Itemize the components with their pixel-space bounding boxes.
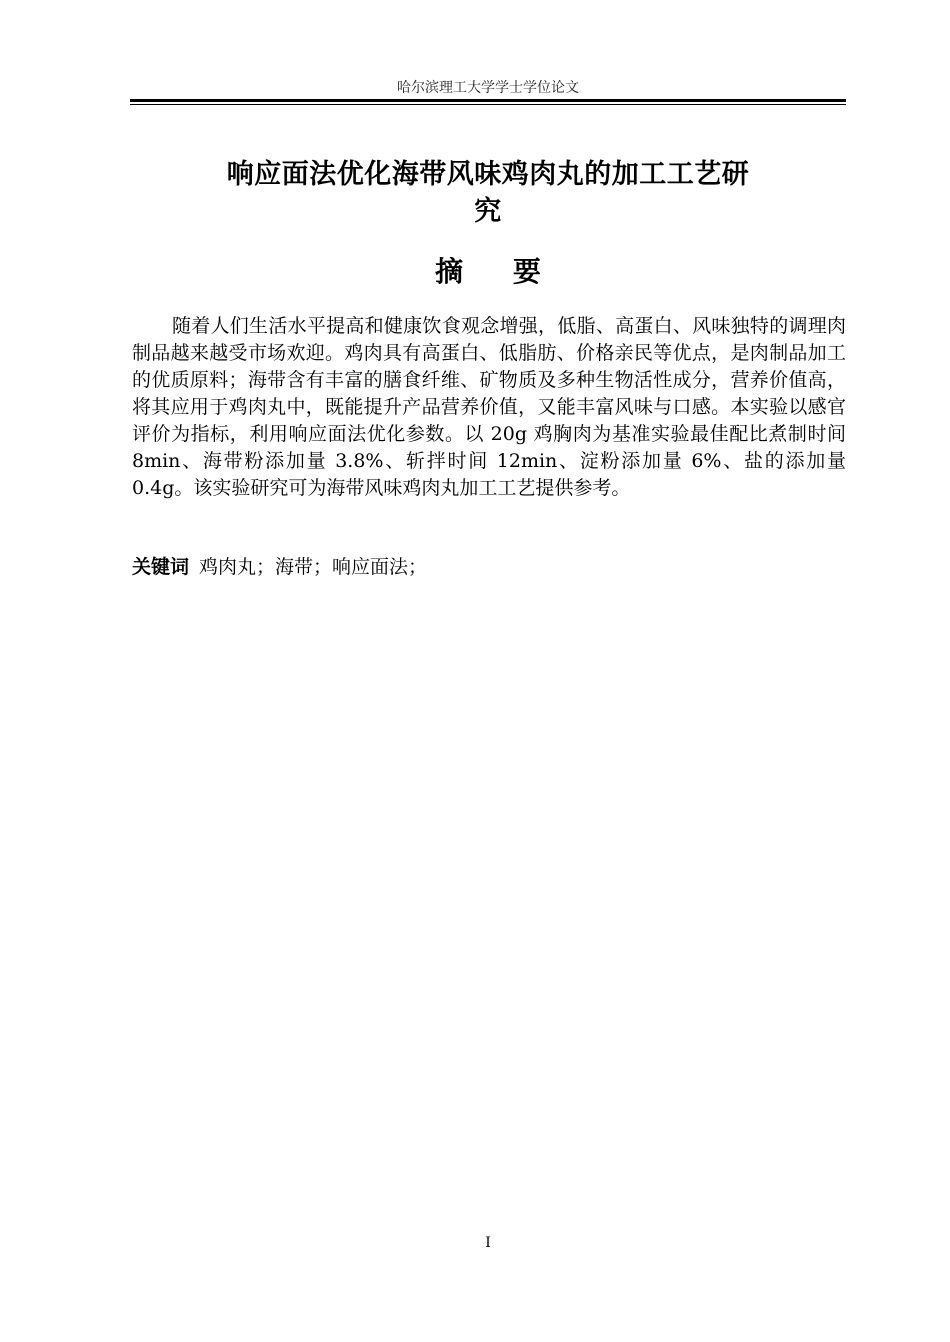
abstract-heading: 摘 要 [435, 255, 541, 288]
keywords-value: 鸡肉丸；海带；响应面法； [199, 556, 428, 578]
abstract-body: 随着人们生活水平提高和健康饮食观念增强，低脂、高蛋白、风味独特的调理肉制品越来越受市场欢迎。鸡肉具有高蛋白、低脂肪、价格亲民等优点，是肉制品加工的优质原料；海带含有丰富的膳食纤维、矿物质及多种生物活性成分，营养价值高，将其应用于鸡肉丸中，既能提升产品营养价值，又能丰富风味与口感。本实验以感官评价为指标，利用响应面法优化参数。以 20g 鸡胸肉为基准实验最佳配比煮制时间 8min、海带粉添加量 3.8%、斩拌时间 12min、淀粉添加量 6%、盐的添加量 0.4g。该实验研究可为海带风味鸡肉丸加工工艺提供参考。 [132, 315, 846, 499]
paper-title-line-1: 响应面法优化海带风味鸡肉丸的加工工艺研 [226, 159, 750, 190]
header-rule-thick [130, 99, 846, 102]
paper-title-line-2: 究 [474, 196, 502, 227]
running-header: 哈尔滨理工大学学士学位论文 [397, 80, 579, 96]
paper-title [160, 156, 816, 230]
keywords-line [132, 554, 846, 581]
keywords-label: 关键词 [132, 556, 190, 578]
header-rule-thin [130, 104, 846, 105]
page-number: I [485, 1235, 491, 1251]
